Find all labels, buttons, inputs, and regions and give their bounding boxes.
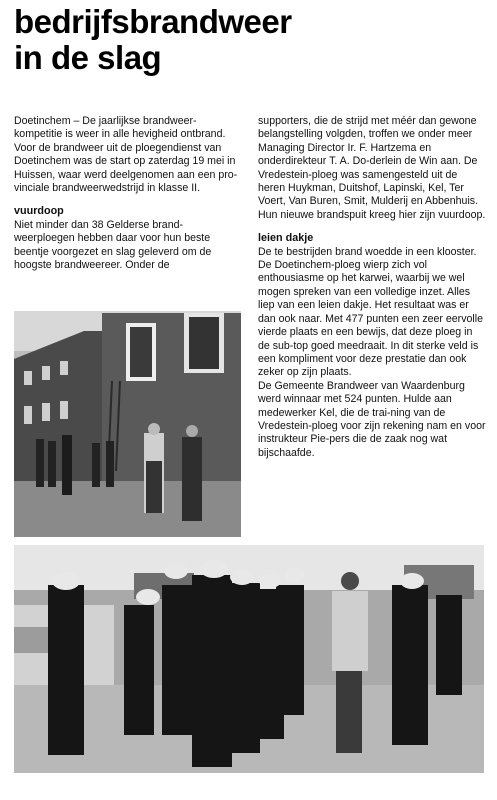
headline-line-1: bedrijfsbrandweer xyxy=(14,3,292,40)
headline-line-2: in de slag xyxy=(14,39,162,76)
intro-paragraph: Doetinchem – De jaarlijkse brandweer-kompetitie is weer in alle hevigheid ontbrand. Voor de brandweer uit de ploegendienst van Doetinchem was de start op zaterdag 19 mei in Huissen, waar werd deelgenomen aan een pro-vinciale brandweerwedstrijd in klasse II. xyxy=(14,115,238,195)
vuurdoop-paragraph: Niet minder dan 38 Gelderse brand-weerploegen hebben daar voor hun beste beentje voorgezet en slag geleverd om de hoogste brandweereer. Onder de xyxy=(14,218,212,272)
waardenburg-paragraph: De Gemeente Brandweer van Waardenburg werd winnaar met 524 punten. Hulde aan medewerker Kel, die de trai-ning van de Vredestein-ploeg voor zijn rekening nam en voor instrukteur Pie-pers die de zaak nog wat bijschaafde. xyxy=(258,379,486,459)
right-column xyxy=(258,115,486,460)
supporters-paragraph: supporters, die de strijd met méér dan gewone belangstelling volgden, troffen we onder meer Managing Director Ir. F. Hartzema en onderdirekteur T. A. Do-derlein de Win aan. De Vredestein-ploeg was samengesteld uit de heren Huykman, Duitshof, Lapinski, Kel, Ter Voert, Van Buren, Smit, Mulderij en Abbenhuis. Hun nieuwe brandspuit kreeg hier zijn vuurdoop. xyxy=(258,115,486,221)
photo-fire-crew-image xyxy=(14,545,484,773)
subheading-leien-dakje: leien dakje xyxy=(258,232,314,245)
photo-monastery-image xyxy=(14,311,241,537)
headline xyxy=(14,4,484,76)
left-column xyxy=(14,115,242,272)
photo-fire-crew xyxy=(14,545,484,773)
leien-dakje-paragraph: De te bestrijden brand woedde in een klooster. De Doetinchem-ploeg wierp zich vol enthousiasme op het karwei, waarbij we wel mogen spreken van een volledige inzet. Alles liep van een leien dakje. Het resultaat was er dan ook naar. Met 477 punten een zeer eervolle vierde plaats en een bewijs, dat deze ploeg in de sub-top goed meedraait. In dit sterke veld is een kompliment voor deze prestatie dan ook zeker op zijn plaats. xyxy=(258,245,483,379)
photo-monastery-building xyxy=(14,311,241,537)
subheading-vuurdoop: vuurdoop xyxy=(14,205,64,218)
